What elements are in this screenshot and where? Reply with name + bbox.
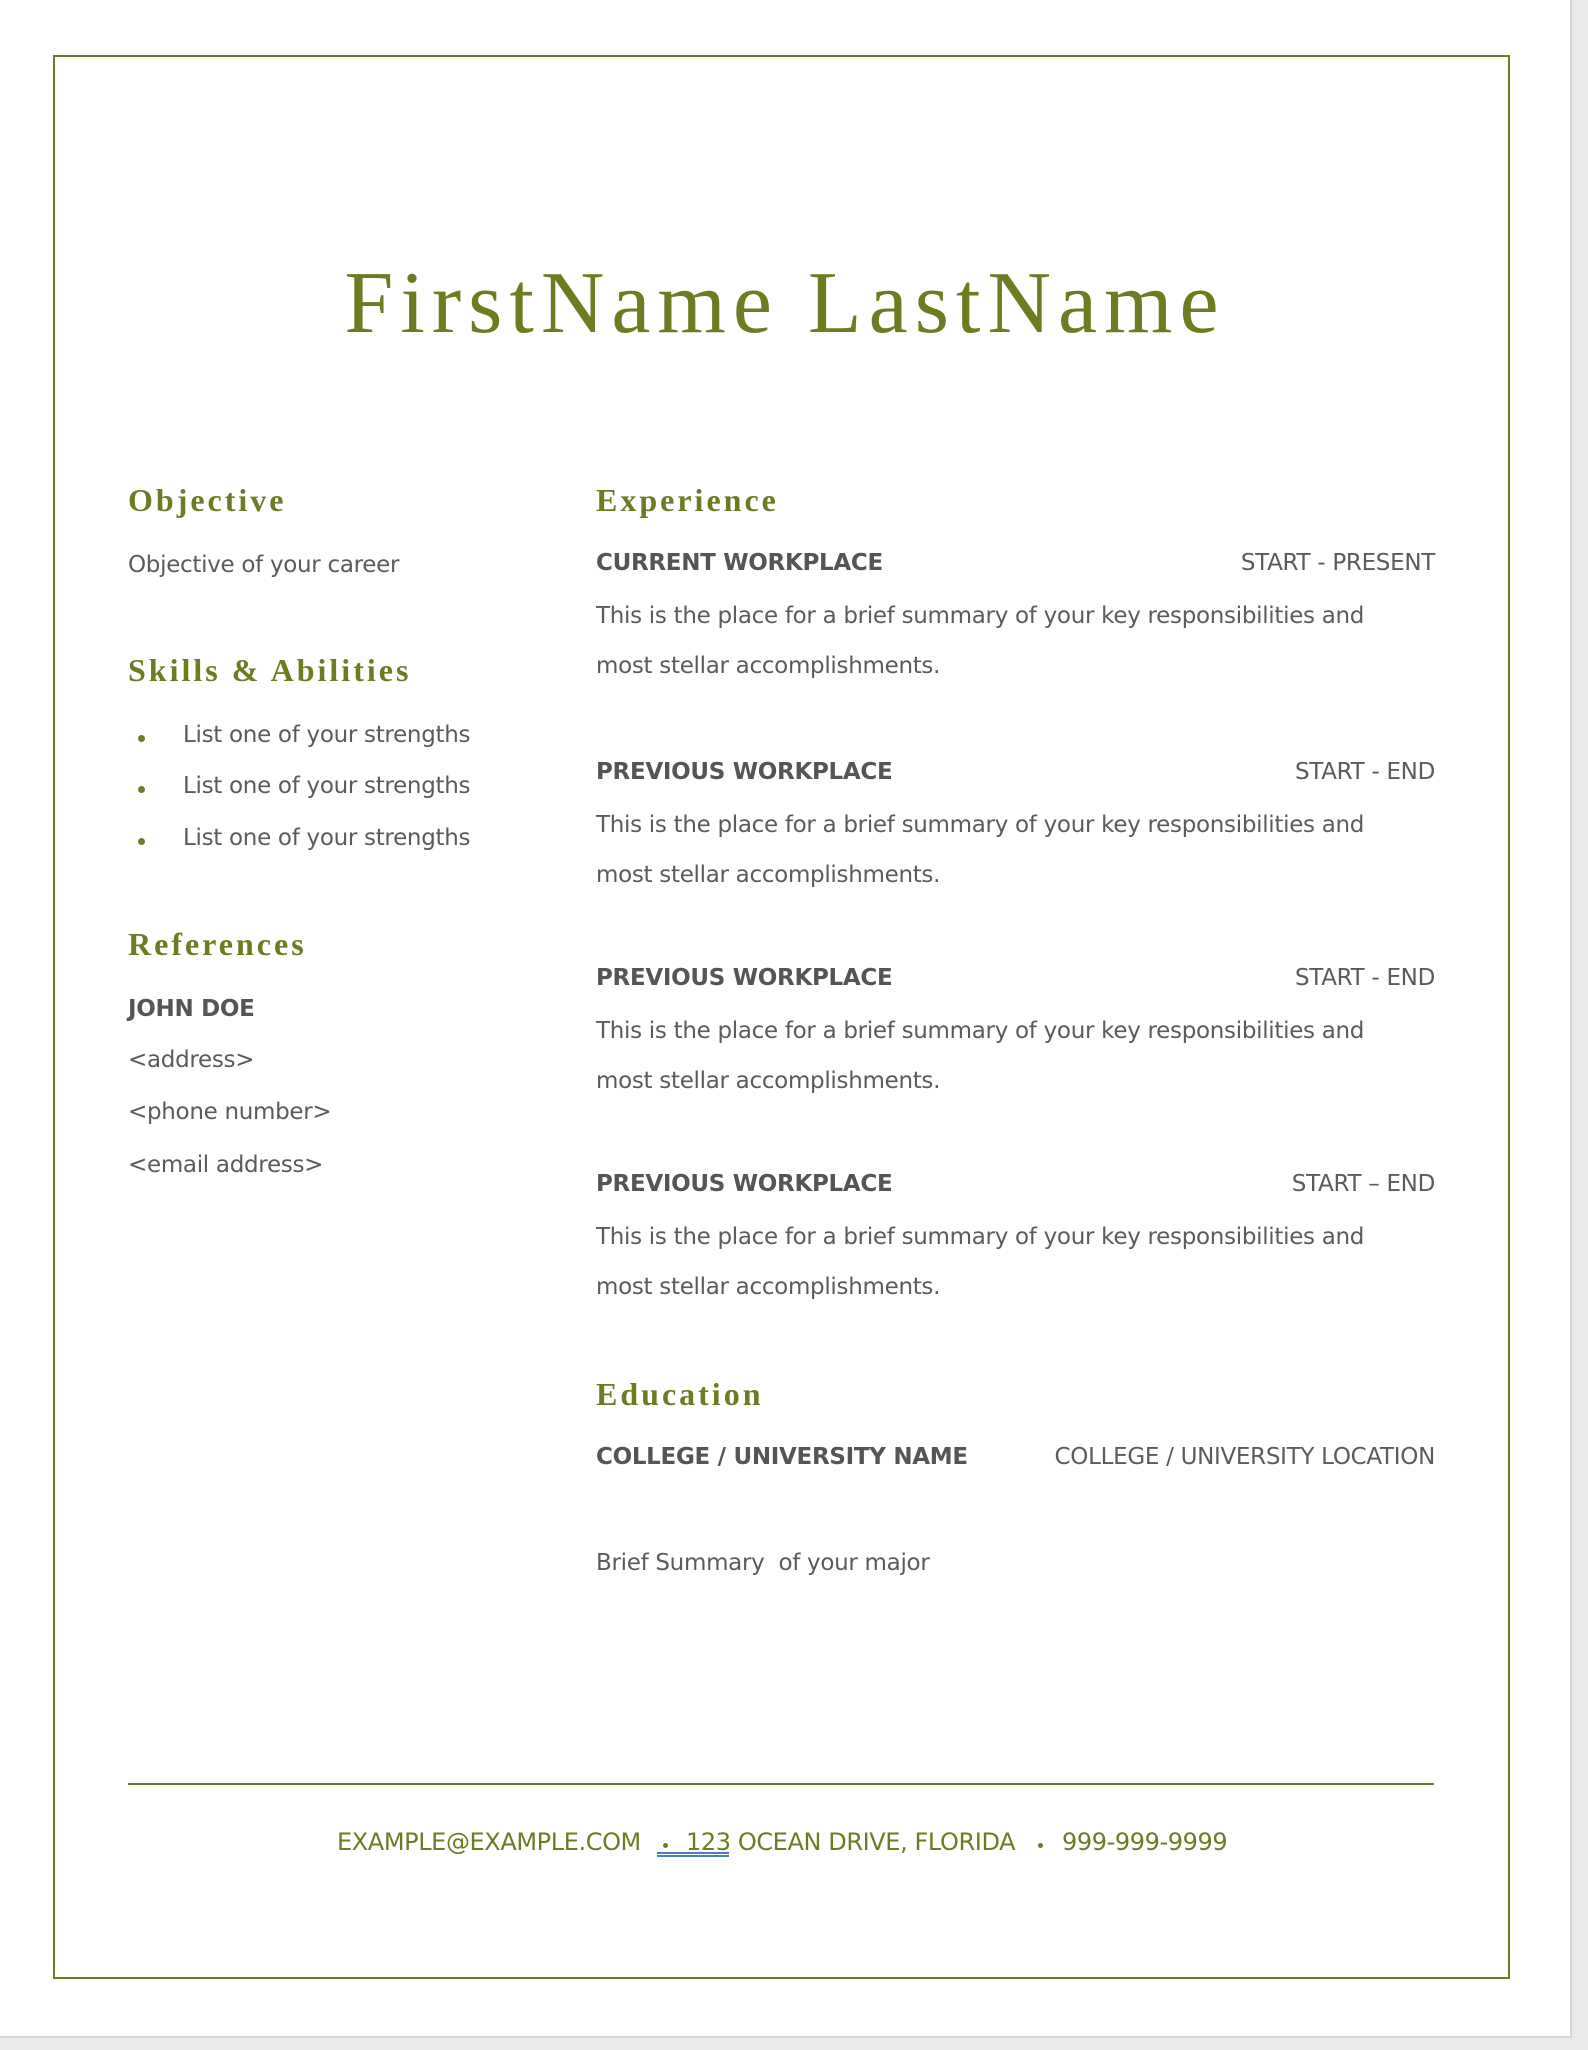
job-dates[interactable]: START - PRESENT — [1240, 550, 1435, 576]
job-summary-line[interactable]: This is the place for a brief summary of your key responsibilities and — [596, 603, 1365, 629]
reference-address[interactable]: <address> — [128, 1047, 255, 1073]
major-summary[interactable]: Brief Summary of your major — [596, 1550, 930, 1576]
experience-heading: Experience — [596, 482, 779, 518]
job-dates[interactable]: START – END — [1291, 1171, 1435, 1197]
objective-heading: Objective — [128, 482, 287, 518]
footer-email[interactable]: EXAMPLE@EXAMPLE.COM — [337, 1828, 641, 1856]
footer-phone[interactable]: 999-999-9999 — [1062, 1828, 1228, 1856]
reference-email[interactable]: <email address> — [128, 1152, 324, 1178]
job-workplace[interactable]: PREVIOUS WORKPLACE — [596, 759, 893, 785]
job-summary-line[interactable]: This is the place for a brief summary of your key responsibilities and — [596, 1018, 1365, 1044]
school-name[interactable]: COLLEGE / UNIVERSITY NAME — [596, 1444, 968, 1470]
job-workplace[interactable]: CURRENT WORKPLACE — [596, 550, 883, 576]
separator-dot-icon — [663, 1843, 668, 1848]
skill-item[interactable]: List one of your strengths — [183, 825, 471, 851]
bullet-icon — [138, 838, 145, 845]
job-workplace[interactable]: PREVIOUS WORKPLACE — [596, 1171, 893, 1197]
full-name-title[interactable]: FirstName LastName — [344, 255, 1226, 352]
job-summary-line[interactable]: most stellar accomplishments. — [596, 653, 941, 679]
skill-item[interactable]: List one of your strengths — [183, 722, 471, 748]
job-summary-line[interactable]: This is the place for a brief summary of your key responsibilities and — [596, 812, 1365, 838]
reference-phone[interactable]: <phone number> — [128, 1099, 332, 1125]
job-summary-line[interactable]: This is the place for a brief summary of your key responsibilities and — [596, 1224, 1365, 1250]
job-summary-line[interactable]: most stellar accomplishments. — [596, 862, 941, 888]
objective-text[interactable]: Objective of your career — [128, 552, 400, 578]
skill-item[interactable]: List one of your strengths — [183, 773, 471, 799]
job-workplace[interactable]: PREVIOUS WORKPLACE — [596, 965, 893, 991]
references-heading: References — [128, 926, 307, 962]
job-dates[interactable]: START - END — [1294, 759, 1435, 785]
separator-dot-icon — [1038, 1843, 1043, 1848]
education-heading: Education — [596, 1376, 764, 1412]
reference-name[interactable]: JOHN DOE — [128, 996, 255, 1022]
skills-heading: Skills & Abilities — [128, 652, 412, 688]
bullet-icon — [138, 735, 145, 742]
footer-divider — [128, 1783, 1434, 1785]
footer-address[interactable]: 123 OCEAN DRIVE, FLORIDA — [686, 1828, 1016, 1856]
job-dates[interactable]: START - END — [1294, 965, 1435, 991]
job-summary-line[interactable]: most stellar accomplishments. — [596, 1274, 941, 1300]
bullet-icon — [138, 786, 145, 793]
job-summary-line[interactable]: most stellar accomplishments. — [596, 1068, 941, 1094]
spellcheck-underline — [657, 1852, 729, 1857]
school-location[interactable]: COLLEGE / UNIVERSITY LOCATION — [1054, 1444, 1435, 1470]
